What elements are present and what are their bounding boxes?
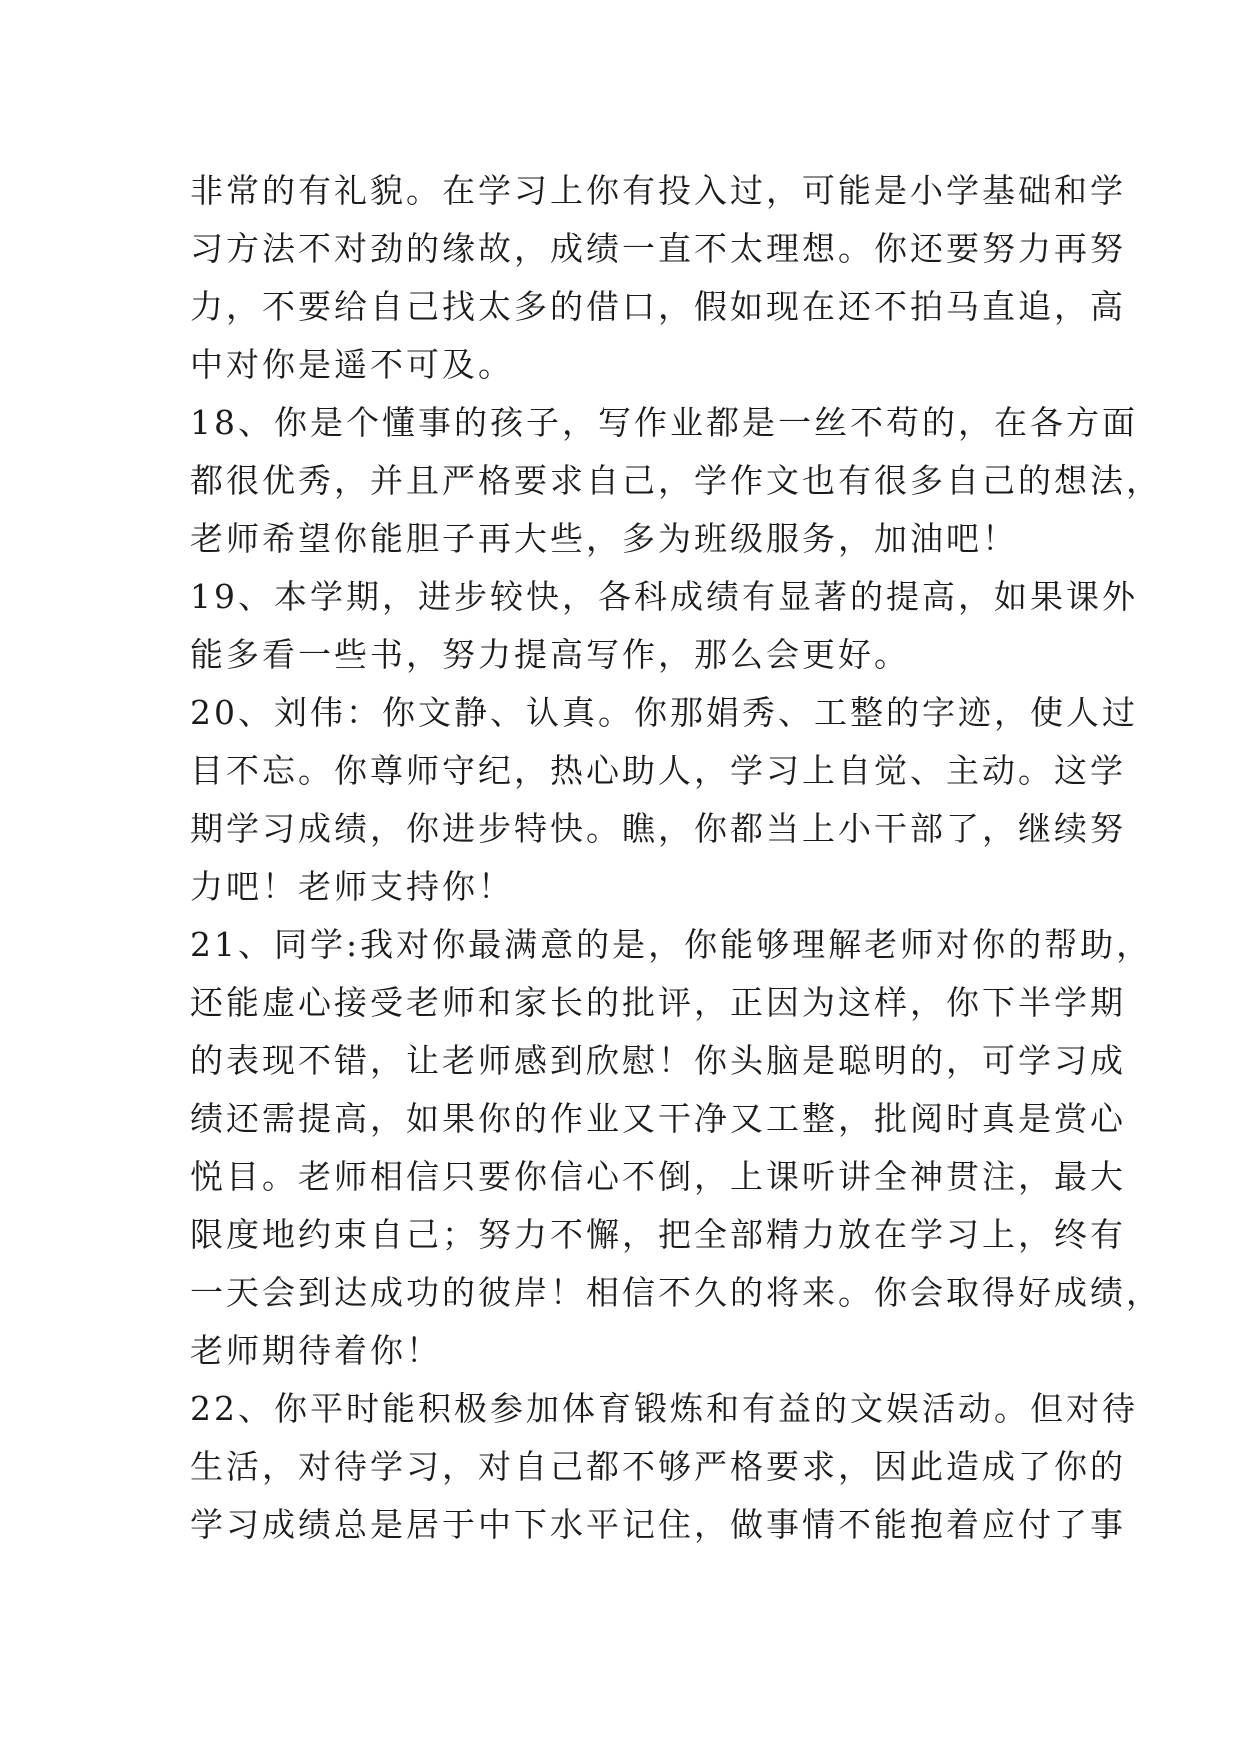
text-line: 18、你是个懂事的孩子，写作业都是一丝不苟的，在各方面 (190, 403, 1138, 442)
text-line: 22、你平时能积极参加体育锻炼和有益的文娱活动。但对待 (190, 1389, 1138, 1428)
text-line: 非常的有礼貌。在学习上你有投入过，可能是小学基础和学 (190, 171, 1126, 210)
text-line: 20、刘伟：你文静、认真。你那娟秀、工整的字迹，使人过 (190, 693, 1138, 732)
text-line: 力吧！老师支持你！ (190, 867, 514, 906)
text-line: 限度地约束自己；努力不懈，把全部精力放在学习上，终有 (190, 1215, 1126, 1254)
text-line: 学习成绩总是居于中下水平记住，做事情不能抱着应付了事 (190, 1505, 1126, 1544)
text-line: 期学习成绩，你进步特快。瞧，你都当上小干部了，继续努 (190, 809, 1126, 848)
text-line: 生活，对待学习，对自己都不够严格要求，因此造成了你的 (190, 1447, 1126, 1486)
document-body (190, 162, 1162, 1554)
text-line: 一天会到达成功的彼岸！相信不久的将来。你会取得好成绩， (190, 1273, 1162, 1312)
text-line: 绩还需提高，如果你的作业又干净又工整，批阅时真是赏心 (190, 1099, 1126, 1138)
text-line: 都很优秀，并且严格要求自己，学作文也有很多自己的想法， (190, 461, 1162, 500)
text-line: 老师希望你能胆子再大些，多为班级服务，加油吧！ (190, 519, 1018, 558)
text-line: 老师期待着你！ (190, 1331, 442, 1370)
text-line: 目不忘。你尊师守纪，热心助人，学习上自觉、主动。这学 (190, 751, 1126, 790)
text-line: 中对你是遥不可及。 (190, 345, 514, 384)
text-line: 21、同学:我对你最满意的是，你能够理解老师对你的帮助， (190, 925, 1153, 964)
text-line: 能多看一些书，努力提高写作，那么会更好。 (190, 635, 910, 674)
text-line: 悦目。老师相信只要你信心不倒，上课听讲全神贯注，最大 (190, 1157, 1126, 1196)
text-line: 19、本学期，进步较快，各科成绩有显著的提高，如果课外 (190, 577, 1138, 616)
text-line: 还能虚心接受老师和家长的批评，正因为这样，你下半学期 (190, 983, 1126, 1022)
text-line: 的表现不错，让老师感到欣慰！你头脑是聪明的，可学习成 (190, 1041, 1126, 1080)
text-line: 力，不要给自己找太多的借口，假如现在还不拍马直追，高 (190, 287, 1126, 326)
text-line: 习方法不对劲的缘故，成绩一直不太理想。你还要努力再努 (190, 229, 1126, 268)
